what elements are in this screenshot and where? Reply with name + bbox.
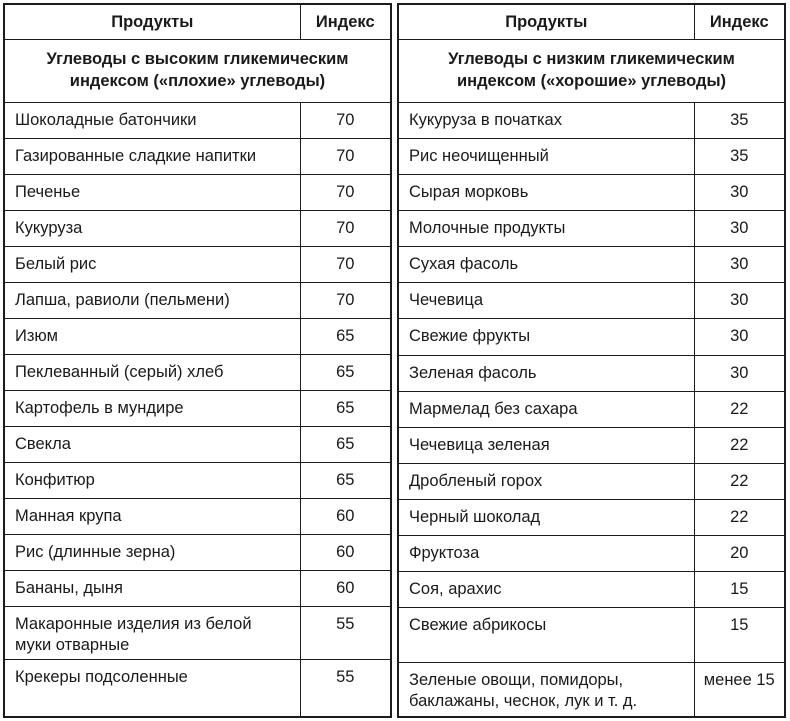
index-cell: 60: [300, 571, 391, 607]
product-cell: Газированные сладкие напитки: [4, 139, 300, 175]
product-cell: Чечевица: [398, 283, 694, 319]
table-row: [4, 607, 391, 660]
index-cell: 60: [300, 499, 391, 535]
index-cell: 70: [300, 247, 391, 283]
index-cell: 20: [694, 535, 785, 571]
index-cell: 15: [694, 608, 785, 663]
table-row: [4, 391, 391, 427]
index-cell: 15: [694, 572, 785, 608]
product-cell: Кукуруза: [4, 211, 300, 247]
product-cell: Картофель в мундире: [4, 391, 300, 427]
table-row: [4, 211, 391, 247]
product-cell: Изюм: [4, 319, 300, 355]
product-cell: Крекеры подсоленные: [4, 660, 300, 717]
table-row: [398, 247, 785, 283]
product-cell: Бананы, дыня: [4, 571, 300, 607]
index-cell: 65: [300, 463, 391, 499]
column-header-index: Индекс: [300, 4, 391, 40]
section-header-row: [398, 40, 785, 103]
table-row: [4, 463, 391, 499]
table-row: [4, 247, 391, 283]
product-cell: Чечевица зеленая: [398, 427, 694, 463]
product-cell: Рис неочищенный: [398, 139, 694, 175]
table-row: [4, 571, 391, 607]
product-cell: Дробленый горох: [398, 463, 694, 499]
low-gi-rows: [398, 103, 785, 717]
index-cell: 70: [300, 175, 391, 211]
product-cell: Белый рис: [4, 247, 300, 283]
header-row: [398, 4, 785, 40]
product-cell: Соя, арахис: [398, 572, 694, 608]
table-row: [4, 660, 391, 717]
index-cell: 22: [694, 391, 785, 427]
index-cell: 30: [694, 211, 785, 247]
product-cell: Манная крупа: [4, 499, 300, 535]
product-cell: Зеленые овощи, помидоры, баклажаны, чеснок, лук и т. д.: [398, 663, 694, 717]
section-title-high-gi: Углеводы с высоким гликемическим индексом («плохие» углеводы): [4, 40, 391, 103]
table-row: [4, 139, 391, 175]
table-row: [398, 391, 785, 427]
product-cell: Лапша, равиоли (пельмени): [4, 283, 300, 319]
table-row: [398, 663, 785, 717]
table-row: [4, 499, 391, 535]
index-cell: 55: [300, 660, 391, 717]
table-row: [4, 175, 391, 211]
index-cell: 30: [694, 175, 785, 211]
product-cell: Черный шоколад: [398, 499, 694, 535]
low-gi-table: [397, 3, 786, 718]
table-row: [4, 355, 391, 391]
section-header-row: [4, 40, 391, 103]
table-row: [398, 319, 785, 355]
product-cell: Шоколадные батончики: [4, 103, 300, 139]
product-cell: Сырая морковь: [398, 175, 694, 211]
table-row: [398, 499, 785, 535]
index-cell: 65: [300, 427, 391, 463]
product-cell: Свежие абрикосы: [398, 608, 694, 663]
product-cell: Пеклеванный (серый) хлеб: [4, 355, 300, 391]
index-cell: 30: [694, 247, 785, 283]
table-row: [398, 427, 785, 463]
table-row: [398, 535, 785, 571]
index-cell: 70: [300, 103, 391, 139]
table-row: [398, 175, 785, 211]
index-cell: 70: [300, 211, 391, 247]
table-row: [398, 103, 785, 139]
table-row: [398, 608, 785, 663]
table-row: [4, 283, 391, 319]
product-cell: Зеленая фасоль: [398, 355, 694, 391]
index-cell: 65: [300, 319, 391, 355]
index-cell: 22: [694, 427, 785, 463]
table-row: [398, 355, 785, 391]
table-row: [398, 211, 785, 247]
high-gi-table: [3, 3, 392, 718]
index-cell: 22: [694, 463, 785, 499]
index-cell: 55: [300, 607, 391, 660]
product-cell: Кукуруза в початках: [398, 103, 694, 139]
product-cell: Мармелад без сахара: [398, 391, 694, 427]
table-row: [398, 283, 785, 319]
table-row: [4, 103, 391, 139]
index-cell: 70: [300, 283, 391, 319]
product-cell: Свекла: [4, 427, 300, 463]
index-cell: 30: [694, 355, 785, 391]
column-header-products: Продукты: [398, 4, 694, 40]
table-row: [398, 463, 785, 499]
product-cell: Сухая фасоль: [398, 247, 694, 283]
section-title-low-gi: Углеводы с низким гликемическим индексом («хорошие» углеводы): [398, 40, 785, 103]
index-cell: менее 15: [694, 663, 785, 717]
product-cell: Фруктоза: [398, 535, 694, 571]
index-cell: 35: [694, 103, 785, 139]
table-row: [4, 535, 391, 571]
index-cell: 70: [300, 139, 391, 175]
product-cell: Макаронные изделия из белой муки отварные: [4, 607, 300, 660]
index-cell: 30: [694, 319, 785, 355]
column-header-index: Индекс: [694, 4, 785, 40]
index-cell: 60: [300, 535, 391, 571]
index-cell: 35: [694, 139, 785, 175]
index-cell: 30: [694, 283, 785, 319]
table-row: [4, 319, 391, 355]
high-gi-rows: [4, 103, 391, 717]
header-row: [4, 4, 391, 40]
table-row: [4, 427, 391, 463]
index-cell: 65: [300, 391, 391, 427]
product-cell: Молочные продукты: [398, 211, 694, 247]
index-cell: 65: [300, 355, 391, 391]
table-row: [398, 139, 785, 175]
product-cell: Конфитюр: [4, 463, 300, 499]
column-header-products: Продукты: [4, 4, 300, 40]
product-cell: Печенье: [4, 175, 300, 211]
product-cell: Рис (длинные зерна): [4, 535, 300, 571]
table-row: [398, 572, 785, 608]
index-cell: 22: [694, 499, 785, 535]
product-cell: Свежие фрукты: [398, 319, 694, 355]
